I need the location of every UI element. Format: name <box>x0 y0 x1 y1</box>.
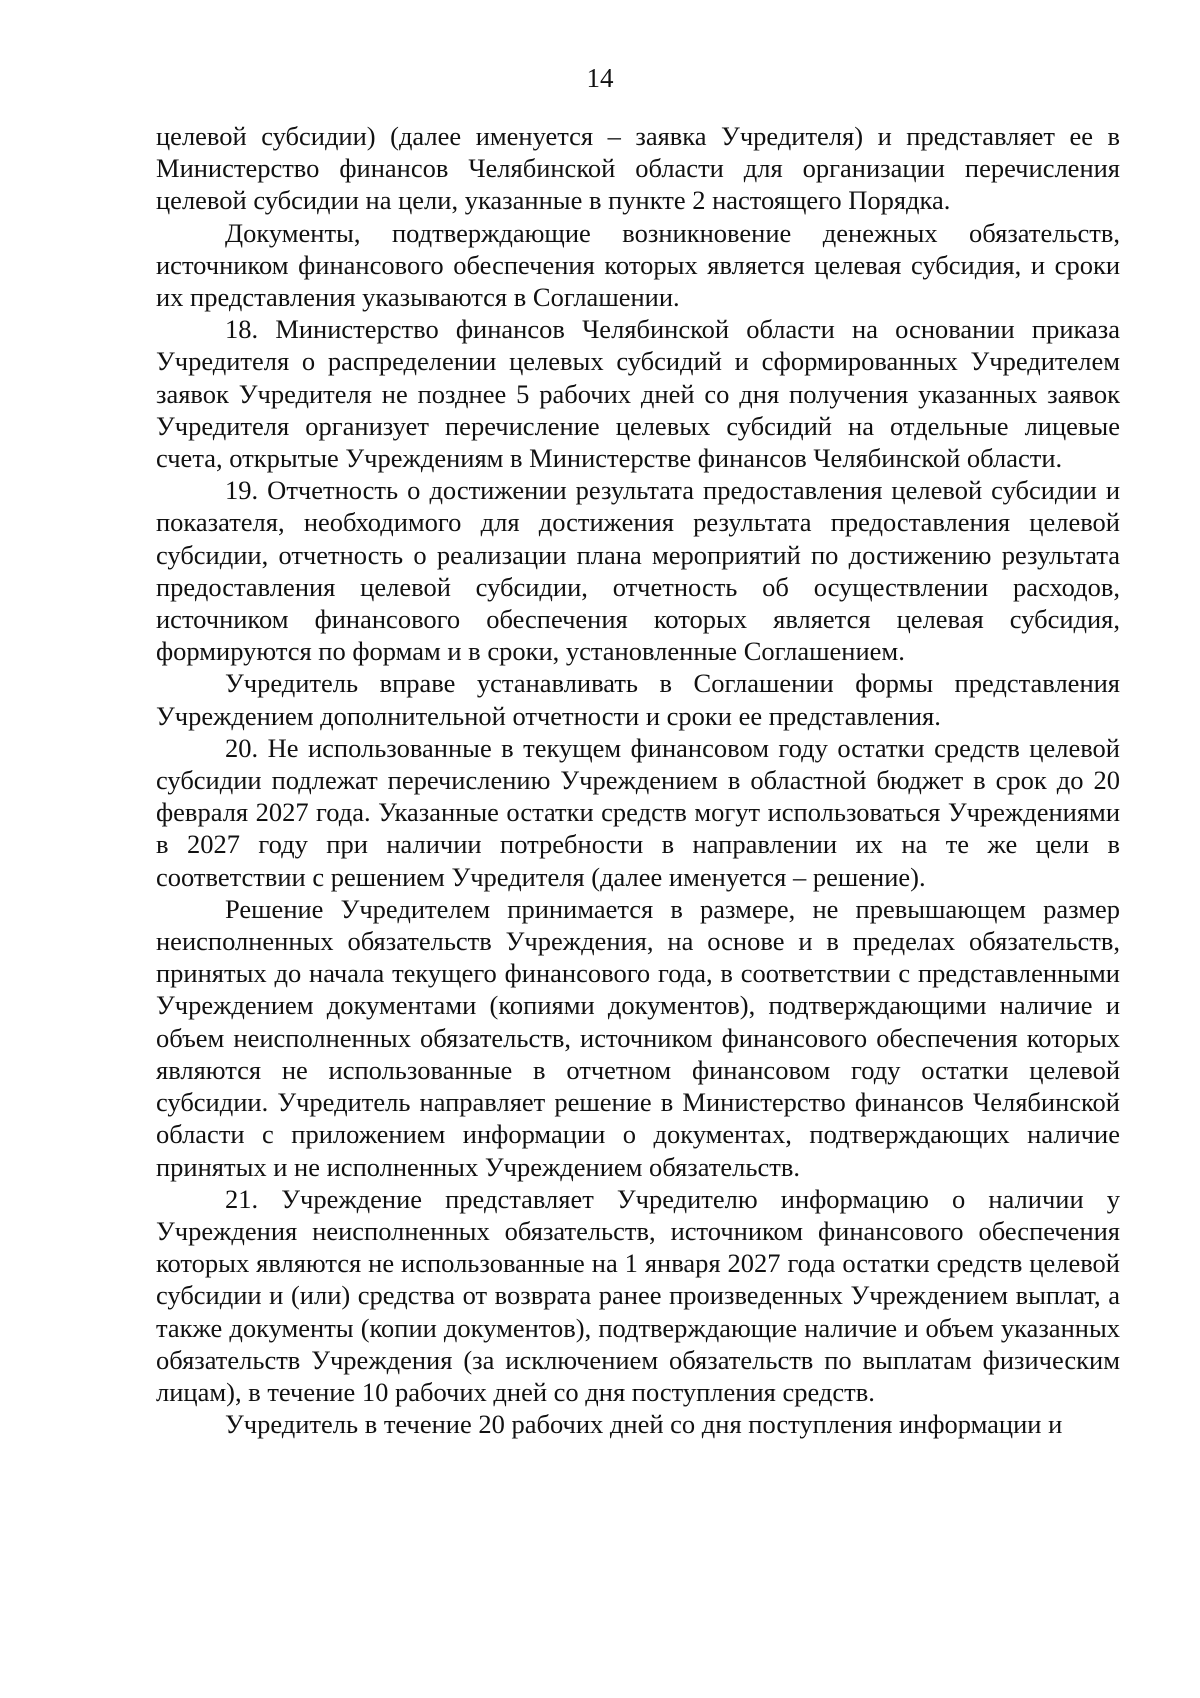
paragraph-decision: Решение Учредителем принимается в размере, не превышающем размер неисполненных обязательств Учреждения, на основе и в пределах обязательств, принятых до начала текущего финансового года, в соответствии с представленными Учреждением документами (копиями документов), подтверждающими наличие и объем неисполненных обязательств, источником финансового обеспечения которых являются не использованные в отчетном финансовом году остатки целевой субсидии. Учредитель направляет решение в Министерство финансов Челябинской области с приложением информации о документах, подтверждающих наличие принятых и не исполненных Учреждением обязательств. <box>156 893 1120 1182</box>
paragraph-item-18: 18. Министерство финансов Челябинской области на основании приказа Учредителя о распределении целевых субсидий и сформированных Учредителем заявок Учредителя не позднее 5 рабочих дней со дня получения указанных заявок Учредителя организует перечисление целевых субсидий на отдельные лицевые счета, открытые Учреждениям в Министерстве финансов Челябинской области. <box>156 314 1120 474</box>
paragraph-documents: Документы, подтверждающие возникновение денежных обязательств, источником финансового обеспечения которых является целевая субсидия, и сроки их представления указываются в Соглашении. <box>156 217 1120 313</box>
paragraph-additional-reporting: Учредитель вправе устанавливать в Соглашении формы представления Учреждением дополнительной отчетности и сроки ее представления. <box>156 668 1120 731</box>
page-number: 14 <box>586 63 614 93</box>
paragraph-continuation: целевой субсидии) (далее именуется – заявка Учредителя) и представляет ее в Министерство финансов Челябинской области для организации перечисления целевой субсидии на цели, указанные в пункте 2 настоящего Порядка. <box>156 121 1120 216</box>
paragraph-item-20: 20. Не использованные в текущем финансовом году остатки средств целевой субсидии подлежат перечислению Учреждением в областной бюджет в срок до 20 февраля 2027 года. Указанные остатки средств могут использоваться Учреждениями в 2027 году при наличии потребности в направлении их на те же цели в соответствии с решением Учредителя (далее именуется – решение). <box>156 732 1120 892</box>
paragraph-founder-review: Учредитель в течение 20 рабочих дней со дня поступления информации и <box>225 1409 1063 1440</box>
paragraph-item-19: 19. Отчетность о достижении результата предоставления целевой субсидии и показателя, необходимого для достижения результата предоставления целевой субсидии, отчетность о реализации плана мероприятий по достижению результата предоставления целевой субсидии, отчетность об осуществлении расходов, источником финансового обеспечения которых является целевая субсидия, формируются по формам и в сроки, установленные Соглашением. <box>156 475 1120 667</box>
paragraph-item-21: 21. Учреждение представляет Учредителю информацию о наличии у Учреждения неисполненных обязательств, источником финансового обеспечения которых являются не использованные на 1 января 2027 года остатки средств целевой субсидии и (или) средства от возврата ранее произведенных Учреждением выплат, а также документы (копии документов), подтверждающие наличие и объем указанных обязательств Учреждения (за исключением обязательств по выплатам физическим лицам), в течение 10 рабочих дней со дня поступления средств. <box>156 1183 1120 1407</box>
document-body <box>156 120 1120 1440</box>
